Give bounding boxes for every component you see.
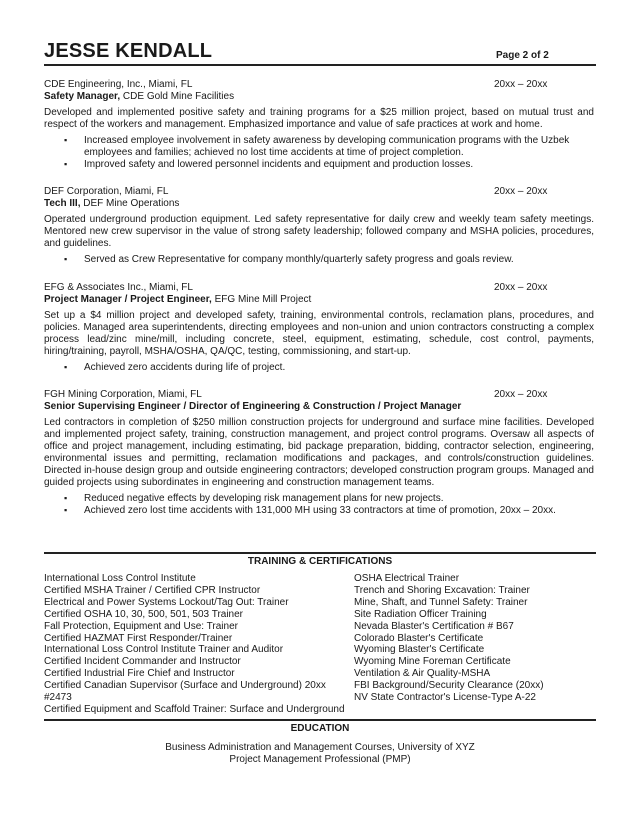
- job-title: Safety Manager, CDE Gold Mine Facilities: [44, 91, 235, 102]
- certification-item: Electrical and Power Systems Lockout/Tag Out: Trainer: [44, 596, 289, 608]
- job-entry: [44, 389, 594, 517]
- certification-item: Mine, Shaft, and Tunnel Safety: Trainer: [354, 596, 528, 608]
- certification-item: Ventilation & Air Quality-MSHA: [354, 668, 491, 680]
- job-dates: 20xx – 20xx: [494, 282, 548, 293]
- job-entry: [44, 186, 594, 266]
- certifications-list: [44, 573, 596, 716]
- certification-item: Wyoming Blaster's Certificate: [354, 644, 485, 656]
- job-dates: 20xx – 20xx: [494, 79, 548, 90]
- job-entry: [44, 282, 594, 374]
- certification-item: International Loss Control Institute Trainer and Auditor: [44, 644, 284, 656]
- education-divider: [44, 719, 596, 721]
- certification-item: Trench and Shoring Excavation: Trainer: [354, 584, 530, 596]
- certification-item: Certified Industrial Fire Chief and Instructor: [44, 668, 235, 680]
- certification-item: FBI Background/Security Clearance (20xx): [354, 680, 544, 692]
- certification-item: NV State Contractor's License-Type A-22: [354, 692, 536, 704]
- job-bullet: ▪ Improved safety and lowered personnel incidents and equipment and production losses.: [84, 159, 594, 171]
- job-bullet: ▪ Reduced negative effects by developing risk management plans for new projects.: [84, 493, 594, 505]
- certification-item: Site Radiation Officer Training: [354, 608, 487, 620]
- certification-item: Certified Incident Commander and Instructor: [44, 656, 241, 668]
- certification-item: Nevada Blaster's Certification # B67: [354, 620, 514, 632]
- job-entry: [44, 79, 594, 171]
- job-company: CDE Engineering, Inc., Miami, FL: [44, 79, 193, 90]
- education-heading: EDUCATION: [290, 723, 350, 734]
- certification-item: Fall Protection, Equipment and Use: Trainer: [44, 620, 238, 632]
- training-divider: [44, 552, 596, 554]
- certification-item: Certified OSHA 10, 30, 500, 501, 503 Trainer: [44, 608, 244, 620]
- job-dates: 20xx – 20xx: [494, 186, 548, 197]
- certifications-left-column: [44, 573, 354, 716]
- education-list: [44, 742, 596, 766]
- job-bullet: ▪ Achieved zero accidents during life of project.: [84, 362, 594, 374]
- job-description: Set up a $4 million project and developed safety, training, environmental controls, reclamation plans, procedures, and policies. Managed area superintendents, directing employees and non-union and union contractors constructing a complex process lead/zinc mine/mill, including concrete, steel, equipment, estimating, schedule, cost control, payments, hiring/training, payroll, MSHA/OSHA, QA/QC, testing, commissioning, and start-up.: [44, 310, 594, 357]
- job-bullets: [44, 135, 594, 171]
- job-bullets: [44, 493, 594, 517]
- certification-item: Certified Canadian Supervisor (Surface and Underground) 20xx #2473: [44, 680, 326, 704]
- certification-item: Certified HAZMAT First Responder/Trainer: [44, 632, 233, 644]
- certification-item: Colorado Blaster's Certificate: [354, 632, 484, 644]
- page-number: Page 2 of 2: [496, 50, 549, 61]
- job-bullets: [44, 362, 594, 374]
- job-title: Tech III, DEF Mine Operations: [44, 198, 180, 209]
- job-company: DEF Corporation, Miami, FL: [44, 186, 169, 197]
- job-description: Led contractors in completion of $250 million construction projects for underground and surface mine facilities. Developed and implemented project safety, training, construction management, and project control programs. Oversaw all aspects of office and project management, including estimating, bid package preparation, bidding, contractor selection, engineering, environmental issues and permitting, reclamation modifications and packages, and controls/construction guidelines. Directed in-house design group and outside engineering contractors; developed construction program groups. Managed and guided projects using subordinates in engineering and construction management teams.: [44, 417, 594, 488]
- job-description: Operated underground production equipment. Led safety representative for daily crew and weekly team safety meetings. Mentored new crew supervisor in the value of strong safety leadership; followed company and MSHA policies, procedures, and guidelines.: [44, 214, 594, 249]
- education-item: Project Management Professional (PMP): [229, 754, 411, 765]
- certification-item: OSHA Electrical Trainer: [354, 573, 460, 584]
- certifications-right-column: [354, 573, 596, 716]
- job-bullet: ▪ Achieved zero lost time accidents with 131,000 MH using 33 contractors at time of promotion, 20xx – 20xx.: [84, 505, 594, 517]
- job-company: EFG & Associates Inc., Miami, FL: [44, 282, 193, 293]
- job-bullet: ▪ Increased employee involvement in safety awareness by developing communication programs with the Uzbek employees and families; achieved no lost time accidents at time of project completion.: [84, 135, 594, 159]
- job-dates: 20xx – 20xx: [494, 389, 548, 400]
- candidate-name: JESSE KENDALL: [44, 40, 213, 62]
- job-title: Senior Supervising Engineer / Director of Engineering & Construction / Project Manager: [44, 401, 462, 412]
- job-bullets: [44, 254, 594, 266]
- job-description: Developed and implemented positive safety and training programs for a $25 million project, based on mutual trust and respect of the workers and management. Emphasized importance and value of safe practices at work and home.: [44, 107, 594, 130]
- job-company: FGH Mining Corporation, Miami, FL: [44, 389, 202, 400]
- training-heading: TRAINING & CERTIFICATIONS: [247, 556, 393, 567]
- job-bullet: ▪ Served as Crew Representative for company monthly/quarterly safety progress and goals review.: [84, 254, 594, 266]
- job-title: Project Manager / Project Engineer, EFG Mine Mill Project: [44, 294, 312, 305]
- certification-item: Wyoming Mine Foreman Certificate: [354, 656, 511, 668]
- certification-item: Certified MSHA Trainer / Certified CPR Instructor: [44, 584, 261, 596]
- certification-item: International Loss Control Institute: [44, 573, 196, 584]
- certification-item: Certified Equipment and Scaffold Trainer: Surface and Underground: [44, 703, 345, 715]
- education-item: Business Administration and Management Courses, University of XYZ: [165, 742, 475, 753]
- header-divider: [44, 64, 596, 66]
